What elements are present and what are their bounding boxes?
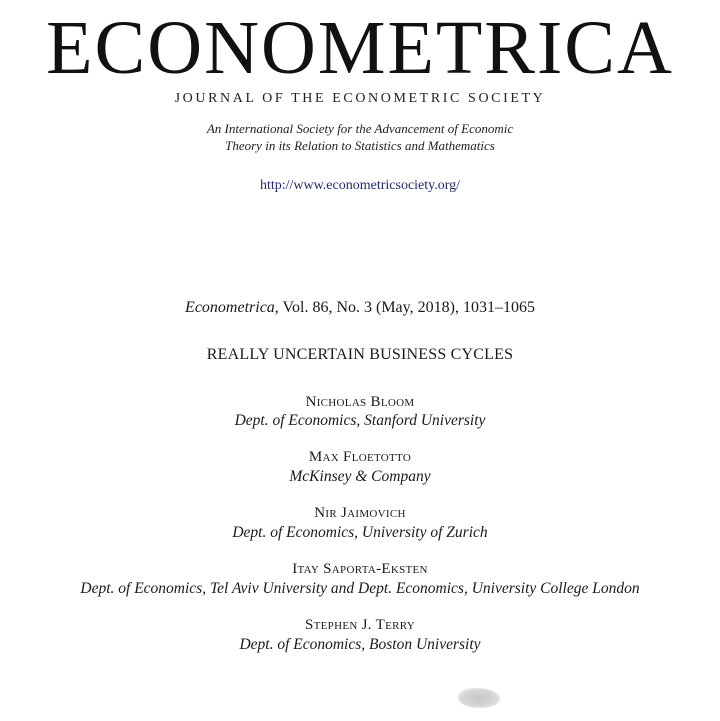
article-title: REALLY UNCERTAIN BUSINESS CYCLES — [206, 346, 514, 363]
author-name: Max Floetotto — [308, 449, 412, 465]
author-name: Itay Saporta-Eksten — [292, 561, 428, 577]
citation-details: , Vol. 86, No. 3 (May, 2018), 1031–1065 — [274, 299, 535, 316]
author-affiliation: Dept. of Economics, Stanford University — [234, 412, 486, 429]
society-url-link[interactable]: http://www.econometricsociety.org/ — [259, 178, 461, 193]
mission-line-1: An International Society for the Advancement of Economic — [206, 121, 514, 136]
author-affiliation: McKinsey & Company — [289, 468, 431, 485]
author-name: Stephen J. Terry — [304, 617, 415, 633]
author-name: Nicholas Bloom — [305, 394, 415, 410]
journal-masthead: ECONOMETRICA — [46, 6, 674, 90]
citation-journal-name: Econometrica — [185, 299, 275, 316]
society-subtitle: JOURNAL OF THE ECONOMETRIC SOCIETY — [174, 91, 546, 106]
author-affiliation: Dept. of Economics, Tel Aviv University and Dept. Economics, University College London — [80, 580, 640, 597]
author-affiliation: Dept. of Economics, Boston University — [239, 636, 481, 653]
mission-line-2: Theory in its Relation to Statistics and Mathematics — [225, 138, 495, 153]
mission-statement — [0, 120, 720, 154]
scan-smudge — [458, 688, 500, 708]
citation-line — [0, 298, 720, 318]
author-affiliation: Dept. of Economics, University of Zurich — [232, 524, 488, 541]
author-name: Nir Jaimovich — [314, 505, 406, 521]
